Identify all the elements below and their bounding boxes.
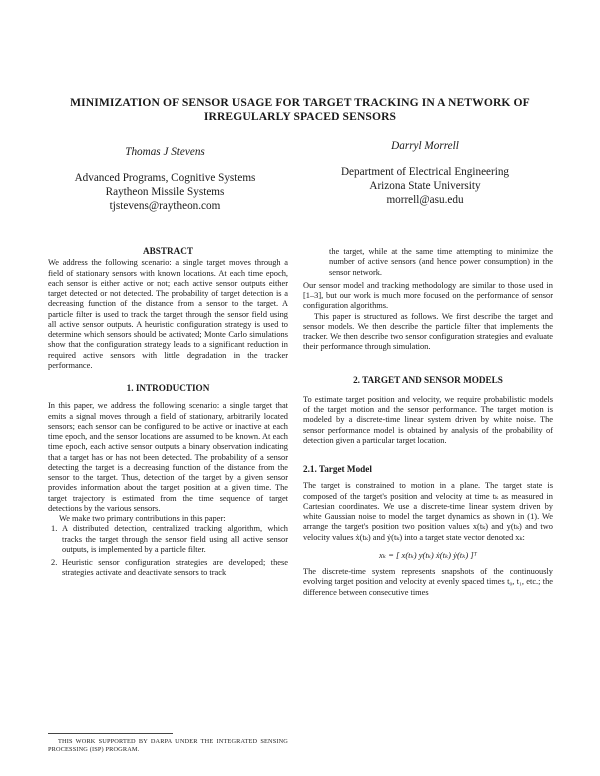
list-item-text: A distributed detection, centralized tracking algorithm, which tracks the target through the sensor field using all active sensor outputs, is implemented by a particle filter. bbox=[62, 524, 288, 554]
equation: xₖ = [ x(tₖ) y(tₖ) ẋ(tₖ) ẏ(tₖ) ]ᵀ bbox=[378, 549, 478, 560]
paragraph: To estimate target position and velocity, we require probabilistic models of the target motion and the sensor performance. The target motion is modeled by a discrete-time linear system driven by white noise. The sensor performance model is obtained by analysis of the probability of detection given a particular target location. bbox=[303, 394, 553, 445]
contribution-list bbox=[48, 524, 288, 578]
paragraph: We make two primary contributions in this paper: bbox=[59, 514, 226, 523]
section-heading: 1. INTRODUCTION bbox=[126, 383, 210, 393]
author-block-1 bbox=[40, 145, 290, 213]
paragraph: In this paper, we address the following scenario: a single target that emits a signal moves through a field of stationary, arbitrarily located sensors; each sensor can be configured to be active or inactive at each time epoch, and the sensor locations are assumed to be known. At each time epoch, each active sensor outputs a binary observation indicating that a target has or has not been detected. The probability of a sensor detecting the target is a decreasing function of the distance from the sensor to the target. Thus, detection of the target by a given sensor provides information about the target position at a given time. The target trajectory is estimated from the time sequence of target detections by the various sensors. bbox=[48, 401, 288, 513]
author-email: tjstevens@raytheon.com bbox=[109, 200, 221, 212]
author-affiliation: Department of Electrical Engineering bbox=[340, 166, 510, 178]
footnote: THIS WORK SUPPORTED BY DARPA UNDER THE INTEGRATED SENSING PROCESSING (ISP) PROGRAM. bbox=[48, 738, 288, 753]
list-item bbox=[48, 558, 288, 579]
footnote-rule bbox=[48, 733, 173, 734]
title-line-1: MINIMIZATION OF SENSOR USAGE FOR TARGET TRACKING IN A NETWORK OF bbox=[70, 96, 530, 109]
author-block-2 bbox=[300, 139, 550, 207]
author-name: Darryl Morrell bbox=[391, 140, 459, 152]
list-item bbox=[48, 524, 288, 555]
abstract-text: We address the following scenario: a single target moves through a field of stationary sensors with known locations. At each time epoch, each sensor is either active or not; each active sensor outputs either target detected or not detected. The probability of target detection is a decreasing function of the distance from a sensor to the target. A particle filter is used to track the target through the sensor field using all active sensor outputs. A heuristic configuration strategy is used to determine which sensors should be activated; Monte Carlo simulations show that the configuration strategy leads to a significant reduction in required active sensors with little degradation in the tracker performance. bbox=[48, 258, 288, 370]
list-number: 2. bbox=[51, 558, 58, 567]
abstract-heading: ABSTRACT bbox=[142, 246, 194, 256]
paragraph: Our sensor model and tracking methodology are similar to those used in [1–3], but our work is much more focused on the performance of sensor configuration algorithms. bbox=[303, 280, 553, 311]
section-heading: 2. TARGET AND SENSOR MODELS bbox=[353, 374, 503, 385]
author-affiliation: Arizona State University bbox=[369, 180, 481, 192]
subsection-heading: 2.1. Target Model bbox=[303, 464, 372, 474]
right-column bbox=[303, 247, 553, 598]
left-column bbox=[48, 246, 288, 582]
author-affiliation: Advanced Programs, Cognitive Systems bbox=[74, 172, 256, 184]
list-number: 1. bbox=[51, 524, 58, 534]
paper-title bbox=[40, 96, 560, 124]
author-email: morrell@asu.edu bbox=[386, 194, 464, 206]
author-affiliation: Raytheon Missile Systems bbox=[105, 186, 225, 198]
list-item-continuation: the target, while at the same time attempting to minimize the number of active sensors (and hence power consumption) in the sensor network. bbox=[329, 247, 553, 277]
author-name: Thomas J Stevens bbox=[125, 146, 205, 158]
paragraph: The discrete-time system represents snapshots of the continuously evolving target position and velocity at evenly spaced times t₀, t₁, etc.; the difference between consecutive times bbox=[303, 567, 553, 597]
paragraph: This paper is structured as follows. We first describe the target and sensor models. We then describe the particle filter that implements the tracker. We then describe two sensor configuration strategies and evaluate their performance through simulation. bbox=[303, 311, 553, 352]
paragraph: The target is constrained to motion in a plane. The target state is composed of the target's position and velocity at time tₖ as measured in Cartesian coordinates. We use a discrete-time linear system driven by white Gaussian noise to model the target dynamics as shown in (1). We arrange the target's position two position values x(tₖ) and y(tₖ) and two velocity values ẋ(tₖ) and ẏ(tₖ) into a target state vector denoted xₖ: bbox=[303, 481, 553, 542]
title-line-2: IRREGULARLY SPACED SENSORS bbox=[203, 110, 397, 123]
list-item-text: Heuristic sensor configuration strategies are developed; these strategies activate and deactivate sensors to track bbox=[62, 558, 288, 578]
